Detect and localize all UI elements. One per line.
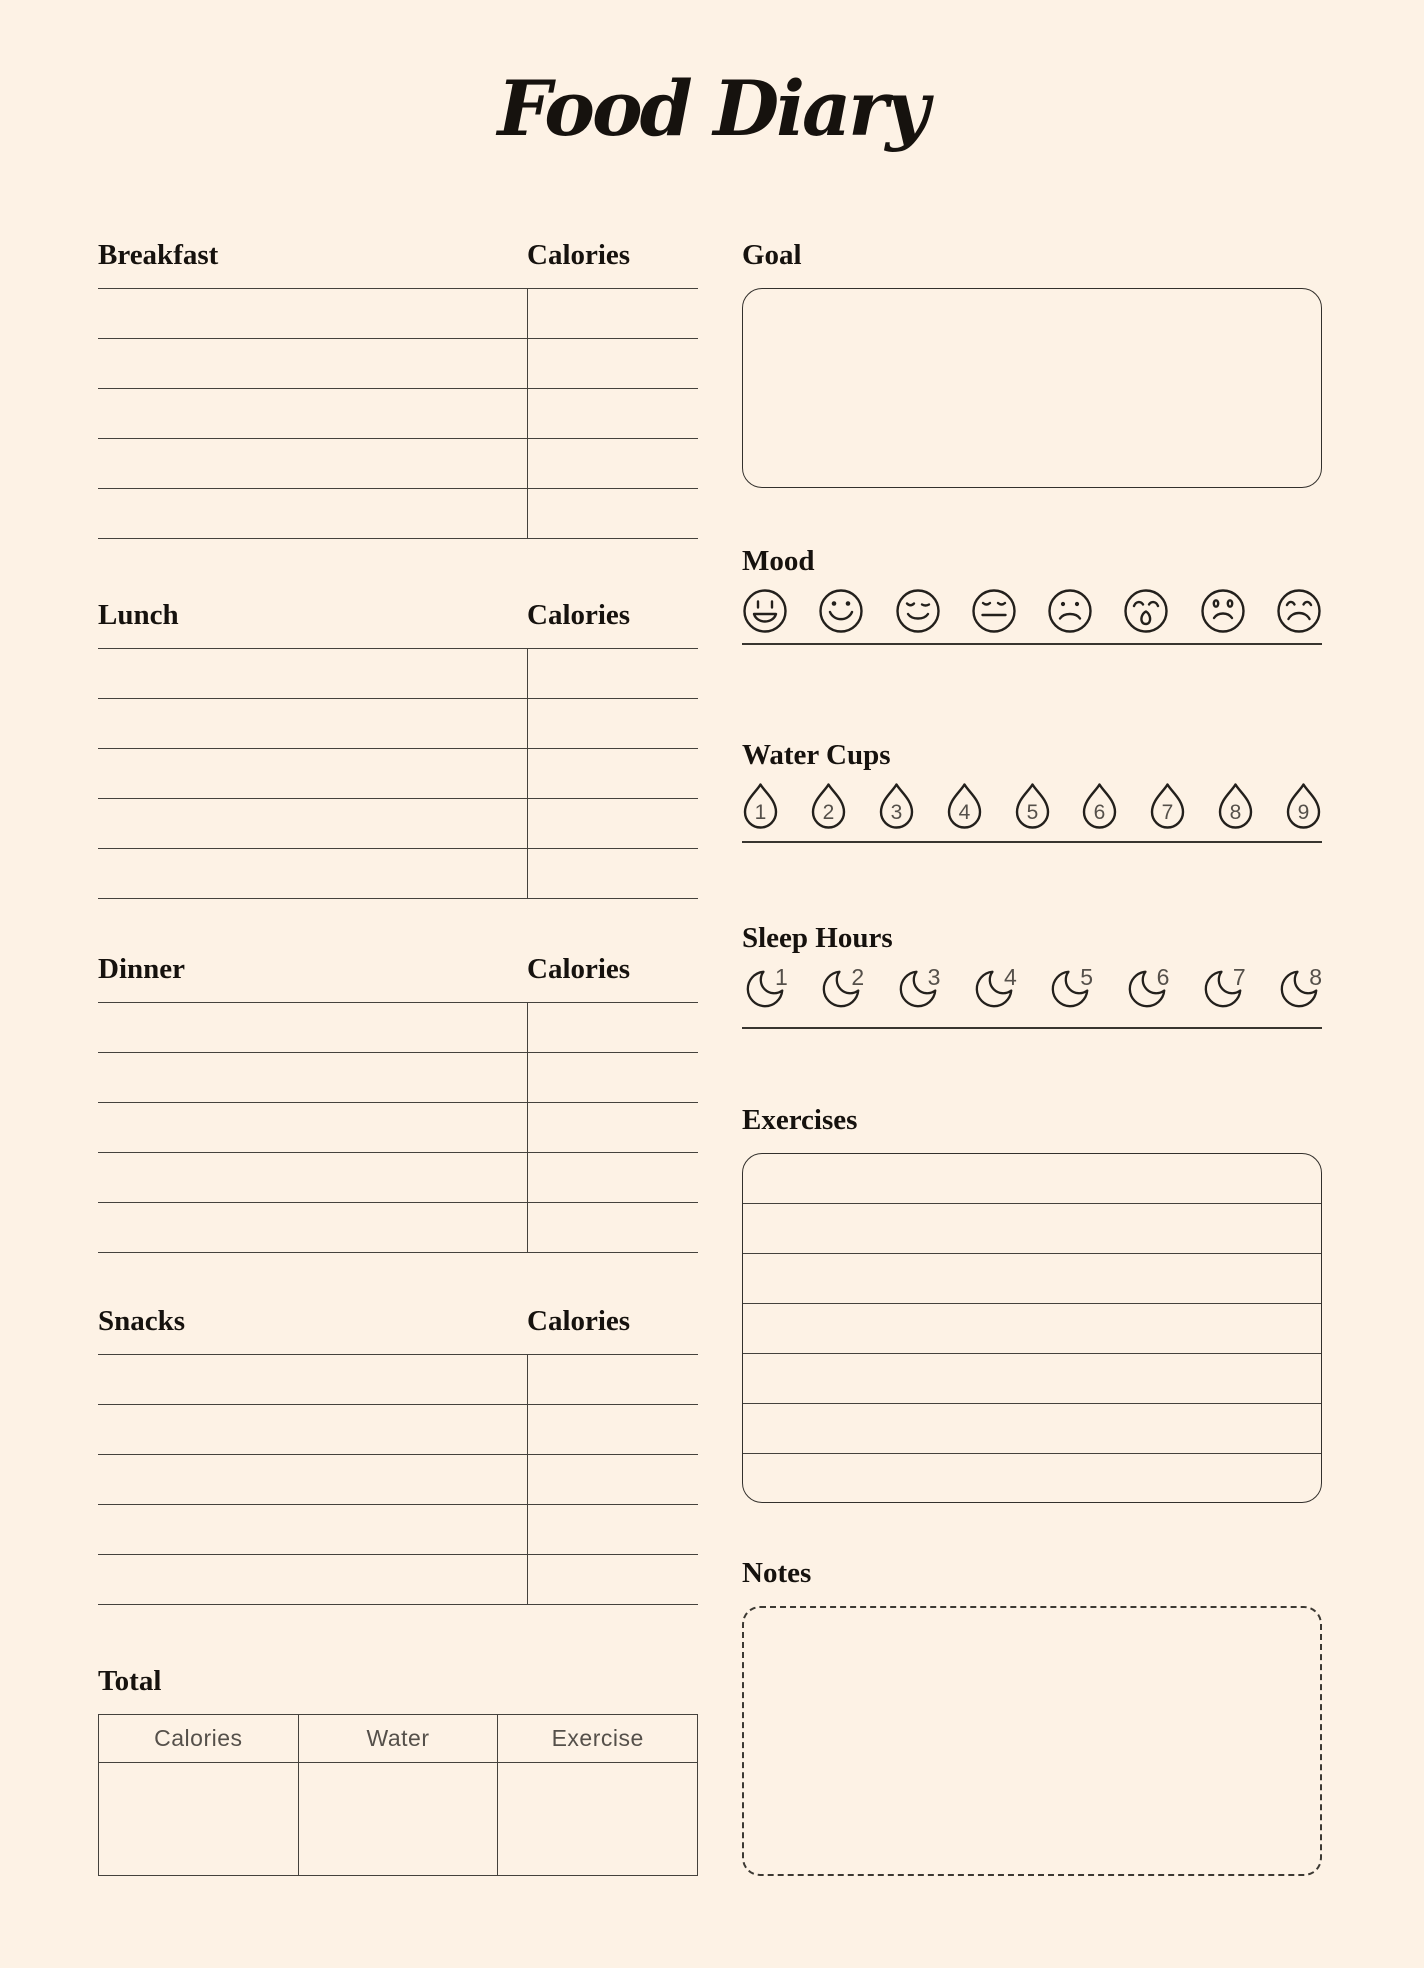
water-drop-icon[interactable] bbox=[810, 782, 847, 830]
table-row bbox=[98, 749, 698, 799]
total-heading: Total bbox=[98, 1665, 162, 1697]
table-row bbox=[98, 289, 698, 339]
goal-section bbox=[742, 238, 1322, 488]
water-drop-icon[interactable] bbox=[1285, 782, 1322, 830]
breakfast-heading: Breakfast bbox=[98, 239, 219, 271]
total-section bbox=[98, 1664, 698, 1876]
water-drop-icon[interactable] bbox=[1217, 782, 1254, 830]
calories-entry-cell[interactable] bbox=[527, 1003, 698, 1052]
food-entry-cell[interactable] bbox=[98, 649, 527, 698]
total-exercise-value-cell[interactable] bbox=[497, 1763, 697, 1875]
calories-entry-cell[interactable] bbox=[527, 1455, 698, 1504]
mood-rule bbox=[742, 643, 1322, 645]
mood-expressionless-face-icon[interactable] bbox=[971, 588, 1017, 634]
sleep-hours-rule bbox=[742, 1027, 1322, 1029]
total-water-label: Water bbox=[366, 1725, 430, 1751]
exercise-row[interactable] bbox=[743, 1254, 1321, 1304]
sleep-hours-icon-row bbox=[742, 965, 1322, 1013]
total-header-cell bbox=[99, 1715, 298, 1762]
mood-anguished-face-icon[interactable] bbox=[1123, 588, 1169, 634]
food-entry-cell[interactable] bbox=[98, 1505, 527, 1554]
dinner-section bbox=[98, 952, 698, 1253]
svg-text:6: 6 bbox=[1094, 801, 1106, 824]
dinner-heading: Dinner bbox=[98, 953, 185, 985]
sleep-moon-cell[interactable]: 2 bbox=[818, 965, 864, 1013]
food-entry-cell[interactable] bbox=[98, 1053, 527, 1102]
total-header-cell bbox=[298, 1715, 498, 1762]
svg-text:1: 1 bbox=[754, 801, 767, 824]
water-drop-icon[interactable] bbox=[1081, 782, 1118, 830]
sleep-hours-heading: Sleep Hours bbox=[742, 922, 893, 954]
food-entry-cell[interactable] bbox=[98, 1555, 527, 1604]
food-entry-cell[interactable] bbox=[98, 799, 527, 848]
sleep-hours-section bbox=[742, 921, 1322, 1029]
food-entry-cell[interactable] bbox=[98, 1203, 527, 1252]
sleep-moon-cell[interactable]: 8 bbox=[1276, 965, 1322, 1013]
table-row bbox=[98, 1405, 698, 1455]
calories-entry-cell[interactable] bbox=[527, 1153, 698, 1202]
total-table bbox=[98, 1714, 698, 1876]
food-entry-cell[interactable] bbox=[98, 1003, 527, 1052]
lunch-section bbox=[98, 598, 698, 899]
calories-entry-cell[interactable] bbox=[527, 799, 698, 848]
calories-entry-cell[interactable] bbox=[527, 1505, 698, 1554]
snacks-section bbox=[98, 1304, 698, 1605]
mood-relaxed-face-icon[interactable] bbox=[895, 588, 941, 634]
table-row bbox=[98, 389, 698, 439]
food-entry-cell[interactable] bbox=[98, 1405, 527, 1454]
total-water-value-cell[interactable] bbox=[298, 1763, 498, 1875]
lunch-heading: Lunch bbox=[98, 599, 179, 631]
exercise-row[interactable] bbox=[743, 1154, 1321, 1204]
water-drop-icon[interactable] bbox=[1014, 782, 1051, 830]
exercise-row[interactable] bbox=[743, 1354, 1321, 1404]
svg-text:5: 5 bbox=[1026, 801, 1038, 824]
snacks-calories-heading: Calories bbox=[527, 1305, 631, 1337]
food-entry-cell[interactable] bbox=[98, 289, 527, 338]
exercises-section bbox=[742, 1103, 1322, 1503]
page-title: Food Diary bbox=[497, 64, 927, 153]
sleep-moon-cell[interactable]: 4 bbox=[971, 965, 1017, 1013]
mood-section bbox=[742, 544, 1322, 645]
table-row bbox=[98, 849, 698, 899]
mood-worried-face-icon[interactable] bbox=[1200, 588, 1246, 634]
table-row bbox=[98, 339, 698, 389]
total-calories-value-cell[interactable] bbox=[99, 1763, 298, 1875]
water-drop-icon[interactable] bbox=[1149, 782, 1186, 830]
exercise-row[interactable] bbox=[743, 1304, 1321, 1354]
water-drop-icon[interactable] bbox=[878, 782, 915, 830]
water-cups-heading: Water Cups bbox=[742, 739, 891, 771]
svg-text:3: 3 bbox=[890, 801, 903, 824]
notes-input-box[interactable] bbox=[742, 1606, 1322, 1876]
breakfast-table bbox=[98, 288, 698, 539]
mood-frowning-face-icon[interactable] bbox=[1047, 588, 1093, 634]
food-entry-cell[interactable] bbox=[98, 439, 527, 488]
exercises-input-box bbox=[742, 1153, 1322, 1503]
table-row bbox=[98, 1053, 698, 1103]
dinner-table bbox=[98, 1002, 698, 1253]
food-entry-cell[interactable] bbox=[98, 489, 527, 538]
water-drop-icon[interactable] bbox=[742, 782, 779, 830]
mood-heading: Mood bbox=[742, 545, 815, 577]
snacks-table bbox=[98, 1354, 698, 1605]
lunch-table bbox=[98, 648, 698, 899]
calories-entry-cell[interactable] bbox=[527, 699, 698, 748]
calories-entry-cell[interactable] bbox=[527, 489, 698, 538]
calories-entry-cell[interactable] bbox=[527, 289, 698, 338]
food-entry-cell[interactable] bbox=[98, 389, 527, 438]
calories-entry-cell[interactable] bbox=[527, 339, 698, 388]
sleep-moon-cell[interactable]: 5 bbox=[1047, 965, 1093, 1013]
sleep-moon-cell[interactable]: 6 bbox=[1124, 965, 1170, 1013]
svg-text:2: 2 bbox=[822, 801, 835, 824]
calories-entry-cell[interactable] bbox=[527, 1405, 698, 1454]
total-header-cell bbox=[497, 1715, 697, 1762]
table-row bbox=[98, 489, 698, 539]
table-row bbox=[98, 1505, 698, 1555]
svg-text:9: 9 bbox=[1297, 801, 1310, 824]
breakfast-section bbox=[98, 238, 698, 539]
calories-entry-cell[interactable] bbox=[527, 439, 698, 488]
goal-heading: Goal bbox=[742, 239, 802, 271]
mood-icon-row bbox=[742, 588, 1322, 634]
calories-entry-cell[interactable] bbox=[527, 1355, 698, 1404]
exercise-row[interactable] bbox=[743, 1404, 1321, 1454]
calories-entry-cell[interactable] bbox=[527, 649, 698, 698]
water-cups-icon-row bbox=[742, 782, 1322, 830]
table-row bbox=[98, 1153, 698, 1203]
water-cups-section bbox=[742, 738, 1322, 843]
table-row bbox=[98, 439, 698, 489]
table-row bbox=[98, 1003, 698, 1053]
food-entry-cell[interactable] bbox=[98, 1455, 527, 1504]
exercises-heading: Exercises bbox=[742, 1104, 858, 1136]
calories-entry-cell[interactable] bbox=[527, 389, 698, 438]
mood-grinning-face-icon[interactable] bbox=[742, 588, 788, 634]
svg-text:7: 7 bbox=[1161, 801, 1174, 824]
sleep-moon-cell[interactable]: 7 bbox=[1200, 965, 1246, 1013]
mood-distressed-face-icon[interactable] bbox=[1276, 588, 1322, 634]
table-row bbox=[98, 1455, 698, 1505]
calories-entry-cell[interactable] bbox=[527, 1555, 698, 1604]
food-entry-cell[interactable] bbox=[98, 749, 527, 798]
calories-entry-cell[interactable] bbox=[527, 1103, 698, 1152]
food-entry-cell[interactable] bbox=[98, 339, 527, 388]
calories-entry-cell[interactable] bbox=[527, 1203, 698, 1252]
food-entry-cell[interactable] bbox=[98, 699, 527, 748]
snacks-heading: Snacks bbox=[98, 1305, 186, 1337]
table-row bbox=[98, 649, 698, 699]
notes-section bbox=[742, 1556, 1322, 1876]
table-row bbox=[98, 1103, 698, 1153]
calories-entry-cell[interactable] bbox=[527, 749, 698, 798]
table-row bbox=[98, 1203, 698, 1253]
exercise-row[interactable] bbox=[743, 1204, 1321, 1254]
goal-input-box[interactable] bbox=[742, 288, 1322, 488]
table-row bbox=[98, 1355, 698, 1405]
total-calories-label: Calories bbox=[154, 1725, 243, 1751]
lunch-calories-heading: Calories bbox=[527, 599, 631, 631]
food-entry-cell[interactable] bbox=[98, 849, 527, 898]
sleep-moon-cell[interactable]: 3 bbox=[895, 965, 941, 1013]
mood-smiling-face-icon[interactable] bbox=[818, 588, 864, 634]
breakfast-calories-heading: Calories bbox=[527, 239, 631, 271]
dinner-calories-heading: Calories bbox=[527, 953, 631, 985]
total-exercise-label: Exercise bbox=[551, 1725, 644, 1751]
water-cups-rule bbox=[742, 841, 1322, 843]
exercise-row[interactable] bbox=[743, 1454, 1321, 1503]
table-row bbox=[98, 699, 698, 749]
food-entry-cell[interactable] bbox=[98, 1355, 527, 1404]
table-row bbox=[98, 1555, 698, 1605]
sleep-moon-cell[interactable]: 1 bbox=[742, 965, 788, 1013]
notes-heading: Notes bbox=[742, 1557, 812, 1589]
calories-entry-cell[interactable] bbox=[527, 849, 698, 898]
water-drop-icon[interactable] bbox=[946, 782, 983, 830]
svg-text:4: 4 bbox=[958, 801, 970, 824]
svg-text:8: 8 bbox=[1229, 801, 1242, 824]
food-entry-cell[interactable] bbox=[98, 1153, 527, 1202]
food-entry-cell[interactable] bbox=[98, 1103, 527, 1152]
table-row bbox=[98, 799, 698, 849]
calories-entry-cell[interactable] bbox=[527, 1053, 698, 1102]
